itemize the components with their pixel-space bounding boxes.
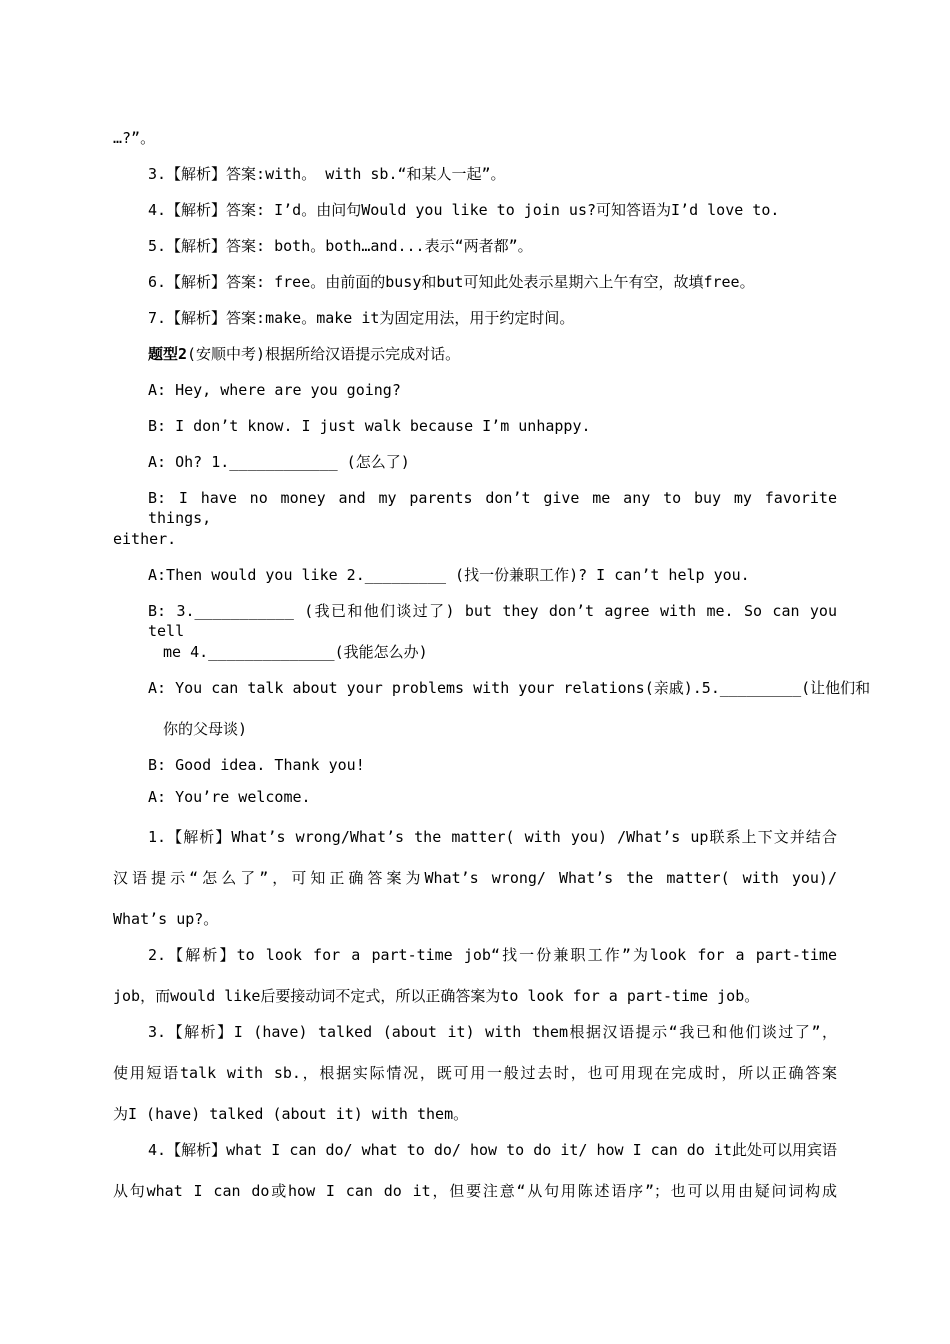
answer-line: 4.【解析】what I can do/ what to do/ how to do it/ how I can do it此处可以用宾语 (148, 1141, 837, 1159)
dialogue-line: B: Good idea. Thank you! (148, 756, 365, 774)
text-line: 7.【解析】答案:make。make it为固定用法，用于约定时间。 (148, 309, 575, 327)
dialogue-line: either. (113, 530, 177, 548)
answer-line: 为I (have) talked (about it) with them。 (113, 1105, 469, 1123)
dialogue-line: B: I don’t know. I just walk because I’m unhappy. (148, 417, 591, 435)
dialogue-line: 你的父母谈) (163, 720, 248, 738)
dialogue-line: A: You’re welcome. (148, 788, 311, 806)
dialogue-line: A:Then would you like 2._________ (找一份兼职工作)? I can’t help you. (148, 566, 750, 584)
section-heading (148, 344, 950, 364)
answer-line: What’s up?。 (113, 910, 219, 928)
heading-text: (安顺中考)根据所给汉语提示完成对话。 (187, 345, 461, 363)
answer-line: job，而would like后要接动词不定式，所以正确答案为to look for a part-time job。 (113, 987, 760, 1005)
dialogue-line: B: 3.___________ (我已和他们谈过了) but they don’t agree with me. So can you tell (148, 602, 837, 640)
text-line: 3.【解析】答案:with。 with sb.“和某人一起”。 (148, 165, 506, 183)
text-line: 5.【解析】答案: both。both…and...表示“两者都”。 (148, 237, 533, 255)
answer-line: 2.【解析】to look for a part-time job“找一份兼职工作”为look for a part-time (148, 946, 837, 964)
answer-line: 1.【解析】What’s wrong/What’s the matter( with you) /What’s up联系上下文并结合 (148, 828, 837, 846)
text-line: 4.【解析】答案: I’d。由问句Would you like to join us?可知答语为I’d love to. (148, 201, 780, 219)
answer-line: 汉语提示“怎么了”，可知正确答案为What’s wrong/ What’s the matter( with you)/ (113, 869, 837, 887)
answer-line: 3.【解析】I (have) talked (about it) with them根据汉语提示“我已和他们谈过了”， (148, 1023, 837, 1041)
answer-line: 使用短语talk with sb.，根据实际情况，既可用一般过去时，也可用现在完成时，所以正确答案 (113, 1064, 837, 1082)
dialogue-line: B: I have no money and my parents don’t give me any to buy my favorite things, (148, 489, 837, 527)
text-line: …?”。 (113, 129, 156, 147)
dialogue-line: A: You can talk about your problems with your relations(亲戚).5._________(让他们和 (148, 679, 871, 697)
answer-line: 从句what I can do或how I can do it，但要注意“从句用陈述语序”；也可以用由疑问词构成 (113, 1182, 837, 1200)
dialogue-line: me 4.______________(我能怎么办) (163, 643, 428, 661)
text-line: 6.【解析】答案: free。由前面的busy和but可知此处表示星期六上午有空，故填free。 (148, 273, 755, 291)
dialogue-line: A: Oh? 1.____________ (怎么了) (148, 453, 410, 471)
heading-label: 题型2 (148, 345, 188, 363)
dialogue-line: A: Hey, where are you going? (148, 381, 401, 399)
